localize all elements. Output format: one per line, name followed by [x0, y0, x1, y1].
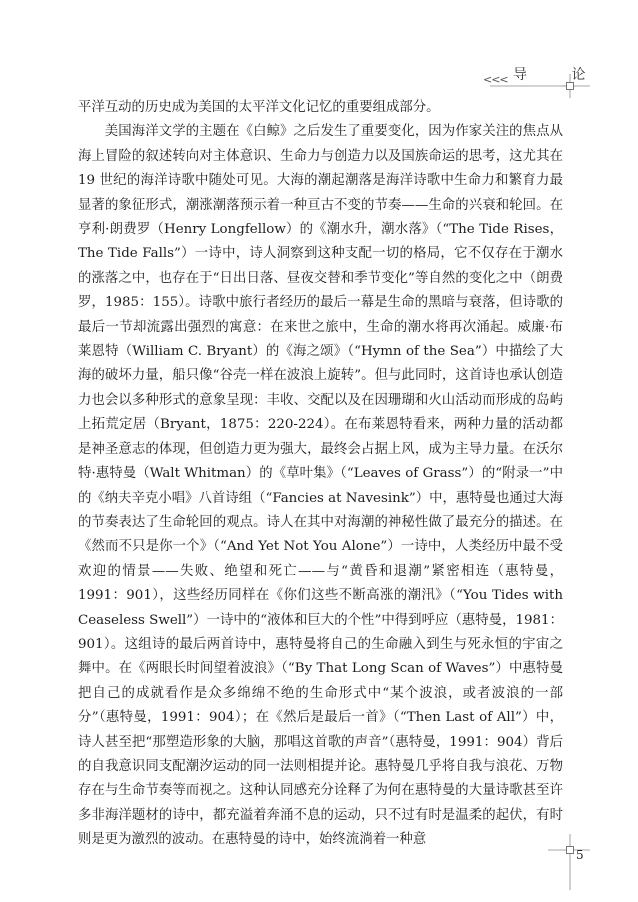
body-text: [78, 96, 563, 853]
running-header: [0, 0, 638, 100]
header-arrows: <<<: [483, 73, 508, 86]
header-rule-ornament: [0, 0, 638, 100]
section-title: 导 论: [513, 67, 606, 83]
paragraph-main: 美国海洋文学的主题在《白鲸》之后发生了重要变化，因为作家关注的焦点从海上冒险的叙述转向对主体意识、生命力与创造力以及国族命运的思考，这尤其在19 世纪的海洋诗歌中随处可见。大海的潮起潮落是海洋诗歌中生命力和繁育力最显著的象征形式，潮涨潮落预示着一种亘古不变的节奏——生命的兴衰和轮回。在亨利·朗费罗（Henry Longfellow）的《潮水升，潮水落》（“The Tide Rises，The Tide Falls”）一诗中，诗人洞察到这种支配一切的格局，它不仅存在于潮水的涨落之中，也存在于“日出日落、昼夜交替和季节变化”等自然的变化之中（朗费罗，1985：155）。诗歌中旅行者经历的最后一幕是生命的黑暗与衰落，但诗歌的最后一节却流露出强烈的寓意：在来世之旅中，生命的潮水将再次涌起。威廉·布莱恩特（William C. Bryant）的《海之颂》（“Hymn of the Sea”）中描绘了大海的破坏力量，船只像“谷壳一样在波浪上旋转”。但与此同时，这首诗也承认创造力也会以多种形式的意象呈现：丰收、交配以及在因珊瑚和火山活动而形成的岛屿上拓荒定居（Bryant，1875：220-224）。在布莱恩特看来，两种力量的活动都是神圣意志的体现，但创造力更为强大，最终会占据上风，成为主导力量。在沃尔特·惠特曼（Walt Whitman）的《草叶集》（“Leaves of Grass”）的“附录一”中的《纳夫辛克小唱》八首诗组（“Fancies at Navesink”）中，惠特曼也通过大海的节奏表达了生命轮回的观点。诗人在其中对海潮的神秘性做了最充分的描述。在《然而不只是你一个》（“And Yet Not You Alone”）一诗中，人类经历中最不受欢迎的情景——失败、绝望和死亡——与“黄昏和退潮”紧密相连（惠特曼，1991：901），这些经历同样在《你们这些不断高涨的潮汛》（“You Tides with Ceaseless Swell”）一诗中的“液体和巨大的个性”中得到呼应（惠特曼，1981：901）。这组诗的最后两首诗中，惠特曼将自己的生命融入到生与死永恒的宇宙之舞中。在《两眼长时间望着波浪》（“By That Long Scan of Waves”）中惠特曼把自己的成就看作是众多绵绵不绝的生命形式中“某个波浪，或者波浪的一部分”（惠特曼，1991：904）；在《然后是最后一首》（“Then Last of All”）中，诗人甚至把“那塑造形象的大脑，那唱这首歌的声音”（惠特曼，1991：904）背后的自我意识同支配潮汐运动的同一法则相提并论。惠特曼几乎将自我与浪花、万物存在与生命节奏等而视之。这种认同感充分诠释了为何在惠特曼的大量诗歌甚至许多非海洋题材的诗中，都充溢着奔涌不息的运动，只不过有时是温柔的起伏，有时则是更为激烈的波动。在惠特曼的诗中，始终流淌着一种意: [78, 124, 563, 848]
footer-rule-ornament: [0, 820, 638, 902]
paragraph-continuation: 平洋互动的历史成为美国的太平洋文化记忆的重要组成部分。: [78, 100, 440, 115]
page-number: 5: [576, 848, 584, 862]
